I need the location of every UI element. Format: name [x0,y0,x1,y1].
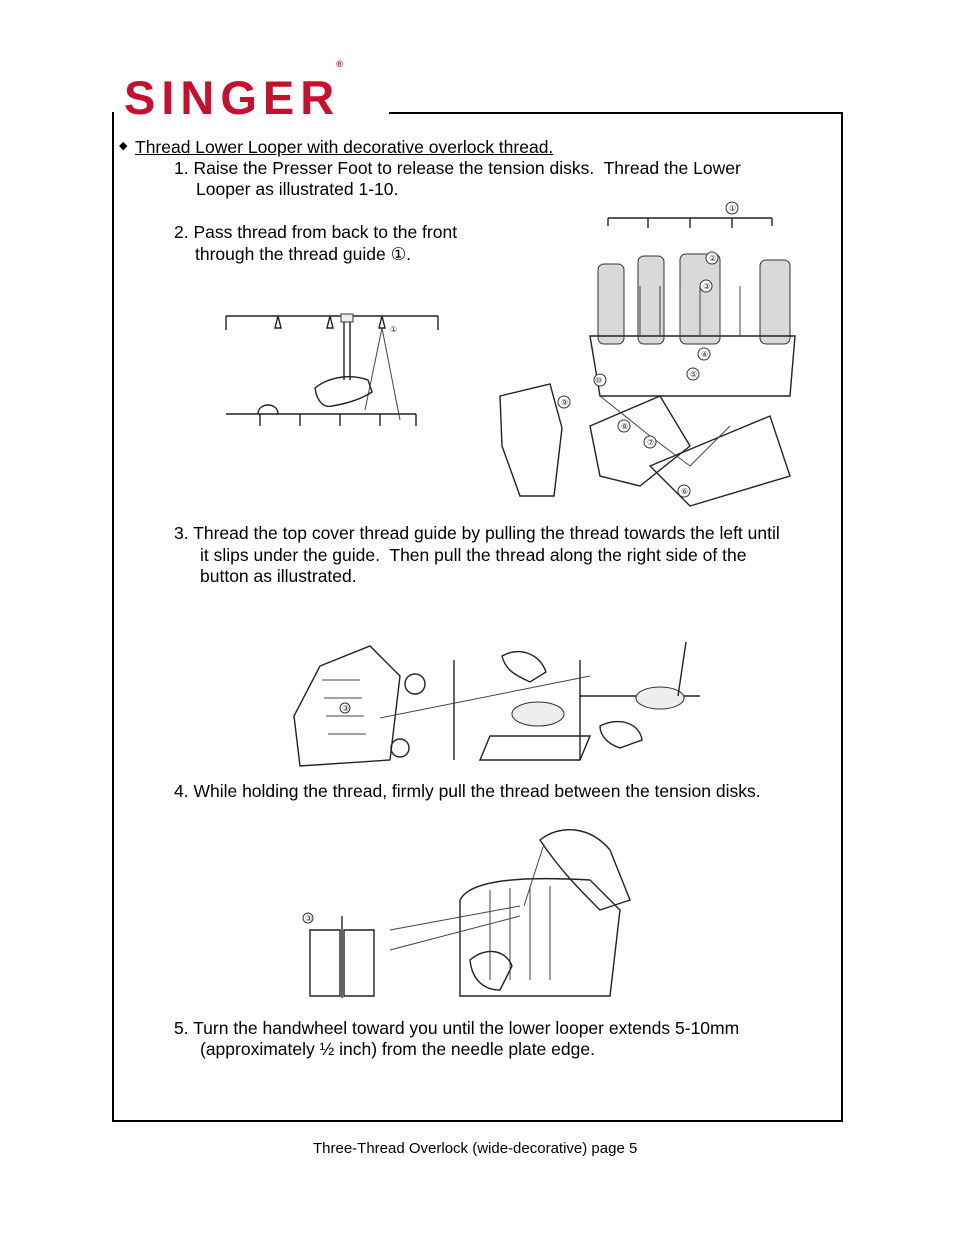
svg-text:④: ④ [701,350,709,359]
thread-guide-illustration [220,310,445,430]
page-footer: Three-Thread Overlock (wide-decorative) page 5 [313,1140,638,1157]
svg-text:③: ③ [305,914,313,923]
diamond-bullet-icon: ◆ [119,140,128,152]
step-2-line-1: 2. Pass thread from back to the front [174,222,458,242]
step-1-line-2: Looper as illustrated 1-10. [196,179,399,199]
step-1-line-1: 1. Raise the Presser Foot to release the tension disks. Thread the Lower [174,158,741,178]
top-cover-guide-illustration [290,636,705,770]
step-2-line-2: through the thread guide ①. [195,244,412,264]
section-heading: Thread Lower Looper with decorative overlock thread. [135,137,554,157]
step-3-line-2: it slips under the guide. Then pull the thread along the right side of the [200,545,747,565]
svg-text:③: ③ [342,704,350,713]
callout-1-label: ① [390,325,398,334]
svg-text:⑤: ⑤ [690,370,698,379]
svg-text:②: ② [709,254,717,263]
step-5-line-1: 5. Turn the handwheel toward you until the lower looper extends 5-10mm [174,1018,740,1038]
step-3-line-1: 3. Thread the top cover thread guide by pulling the thread towards the left until [174,523,780,543]
step-3-line-3: button as illustrated. [200,566,357,586]
svg-text:⑧: ⑧ [621,422,629,431]
svg-text:⑥: ⑥ [681,487,689,496]
svg-text:⑩: ⑩ [595,376,603,385]
step-5-line-2: (approximately ½ inch) from the needle plate edge. [200,1039,595,1059]
svg-text:①: ① [729,204,737,213]
tension-disks-illustration [290,820,652,1000]
step-4-line-1: 4. While holding the thread, firmly pull the thread between the tension disks. [174,781,761,801]
svg-text:⑨: ⑨ [561,398,569,407]
lower-looper-threading-diagram [490,196,802,514]
singer-logo: SINGER® [124,59,343,124]
svg-text:⑦: ⑦ [647,438,655,447]
svg-text:③: ③ [703,282,711,291]
